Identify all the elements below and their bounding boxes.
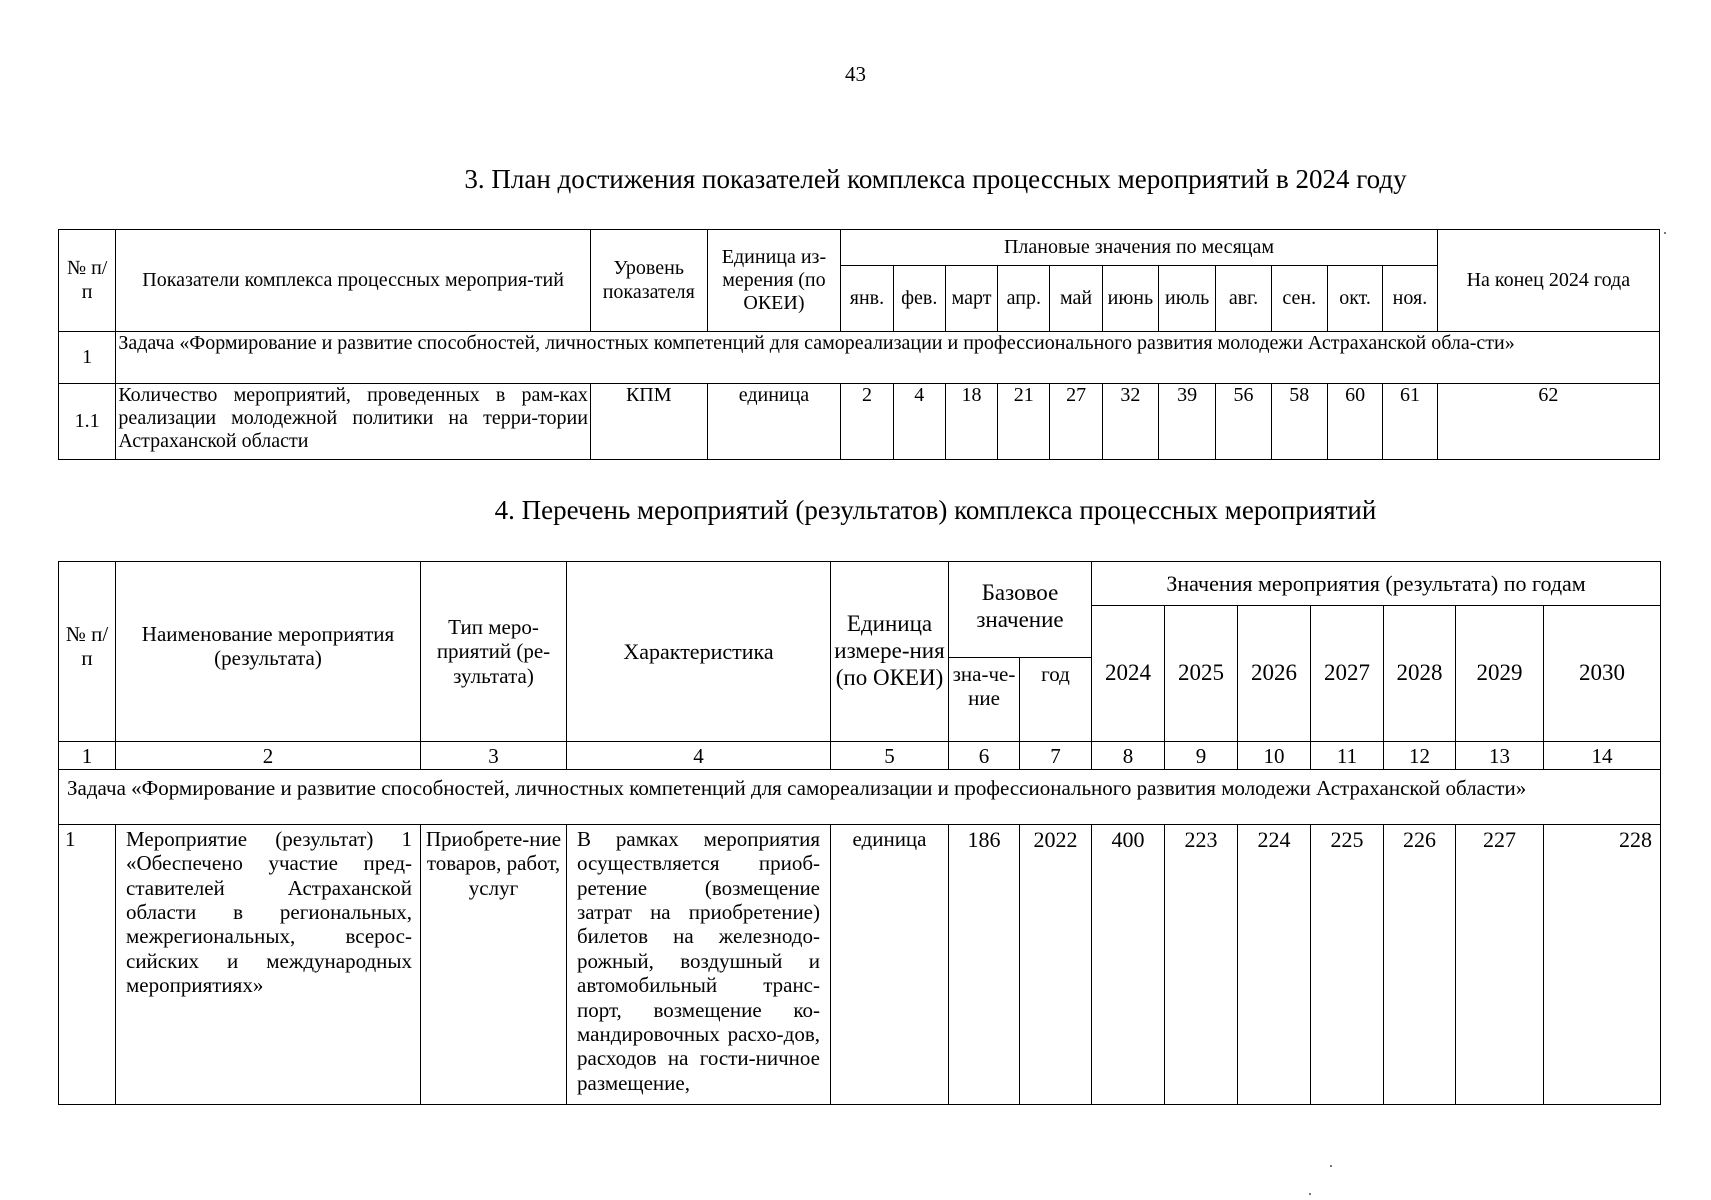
row-month-value: 4 bbox=[893, 384, 945, 460]
header-num: № п/п bbox=[59, 230, 116, 332]
row-month-value: 2 bbox=[841, 384, 893, 460]
section3-title: 3. План достижения показателей комплекса процессных мероприятий в 2024 году bbox=[464, 164, 1407, 194]
column-number: 1 bbox=[59, 742, 116, 770]
header-year: 2028 bbox=[1384, 606, 1456, 742]
task-num: 1 bbox=[59, 332, 116, 384]
section4-title: 4. Перечень мероприятий (результатов) комплекса процессных мероприятий bbox=[494, 495, 1377, 525]
header-base-value: зна-че-ние bbox=[949, 658, 1020, 742]
row-month-value: 58 bbox=[1271, 384, 1327, 460]
header-unit: Единица из-мерения (по ОКЕИ) bbox=[707, 230, 841, 332]
row-year-value: 225 bbox=[1311, 825, 1384, 1105]
header-month: июнь bbox=[1102, 266, 1158, 332]
column-number: 3 bbox=[421, 742, 567, 770]
column-number: 11 bbox=[1311, 742, 1384, 770]
scan-speck bbox=[1309, 1193, 1311, 1195]
header-year: 2024 bbox=[1092, 606, 1165, 742]
row-month-value: 32 bbox=[1102, 384, 1158, 460]
column-number: 4 bbox=[567, 742, 831, 770]
header-month: ноя. bbox=[1383, 266, 1437, 332]
row-base-year: 2022 bbox=[1020, 825, 1092, 1105]
header-name: Наименование мероприятия (результата) bbox=[116, 562, 421, 742]
task-text: Задача «Формирование и развитие способностей, личностных компетенций для самореализации и профессионального развития молодежи Астраханской обла-сти» bbox=[116, 332, 1660, 384]
header-month: янв. bbox=[841, 266, 893, 332]
row-year-value: 226 bbox=[1384, 825, 1456, 1105]
header-values-by-year: Значения мероприятия (результата) по годам bbox=[1092, 562, 1661, 606]
row-year-value: 224 bbox=[1238, 825, 1311, 1105]
row-year-value: 223 bbox=[1165, 825, 1238, 1105]
row-indicator-name: Количество мероприятий, проведенных в рам-ках реализации молодежной политики на терри-тории Астраханской области bbox=[116, 384, 591, 460]
row-unit: единица bbox=[831, 825, 949, 1105]
scan-speck bbox=[1664, 232, 1666, 234]
header-month: сен. bbox=[1271, 266, 1327, 332]
header-month: май bbox=[1050, 266, 1102, 332]
header-year: 2025 bbox=[1165, 606, 1238, 742]
header-type: Тип меро-приятий (ре-зультата) bbox=[421, 562, 567, 742]
column-number: 6 bbox=[949, 742, 1020, 770]
row-year-value: 400 bbox=[1092, 825, 1165, 1105]
task-text: Задача «Формирование и развитие способностей, личностных компетенций для самореализации и профессионального развития молодежи Астраханской области» bbox=[59, 770, 1661, 825]
header-month: март bbox=[945, 266, 997, 332]
row-year-value: 227 bbox=[1456, 825, 1544, 1105]
column-number: 2 bbox=[116, 742, 421, 770]
column-number: 8 bbox=[1092, 742, 1165, 770]
column-number: 14 bbox=[1544, 742, 1661, 770]
indicator-plan-table bbox=[58, 229, 1660, 460]
header-unit: Единица измере-ния (по ОКЕИ) bbox=[831, 562, 949, 742]
row-num: 1.1 bbox=[59, 384, 116, 460]
row-year-end-value: 62 bbox=[1437, 384, 1659, 460]
row-month-value: 18 bbox=[945, 384, 997, 460]
header-year: 2027 bbox=[1311, 606, 1384, 742]
column-number: 12 bbox=[1384, 742, 1456, 770]
row-num: 1 bbox=[59, 825, 116, 1105]
column-number: 10 bbox=[1238, 742, 1311, 770]
row-month-value: 61 bbox=[1383, 384, 1437, 460]
column-number: 9 bbox=[1165, 742, 1238, 770]
header-month: фев. bbox=[893, 266, 945, 332]
row-characteristic: В рамках мероприятия осуществляется приоб-ретение (возмещение затрат на приобретение) билетов на железнодо-рожный, воздушный и автомобильный транс-порт, возмещение ко-мандировочных расхо-дов, расходов на гости-ничное размещение, bbox=[567, 825, 831, 1105]
header-year-end: На конец 2024 года bbox=[1437, 230, 1659, 332]
header-month: авг. bbox=[1216, 266, 1271, 332]
scan-speck bbox=[1330, 1165, 1332, 1167]
row-month-value: 27 bbox=[1050, 384, 1102, 460]
row-base-value: 186 bbox=[949, 825, 1020, 1105]
row-level: КПМ bbox=[590, 384, 707, 460]
row-month-value: 21 bbox=[998, 384, 1050, 460]
header-num: № п/п bbox=[59, 562, 116, 742]
row-month-value: 39 bbox=[1159, 384, 1216, 460]
header-month: июль bbox=[1159, 266, 1216, 332]
header-year: 2026 bbox=[1238, 606, 1311, 742]
row-event-name: Мероприятие (результат) 1 «Обеспечено участие пред-ставителей Астраханской области в региональных, межрегиональных, всерос-сийских и международных мероприятиях» bbox=[116, 825, 421, 1105]
header-characteristic: Характеристика bbox=[567, 562, 831, 742]
column-number: 5 bbox=[831, 742, 949, 770]
header-month: окт. bbox=[1327, 266, 1382, 332]
row-month-value: 56 bbox=[1216, 384, 1271, 460]
header-year: 2029 bbox=[1456, 606, 1544, 742]
events-table bbox=[58, 561, 1661, 1105]
header-level: Уровень показателя bbox=[590, 230, 707, 332]
page-number: 43 bbox=[845, 62, 866, 86]
row-year-value: 228 bbox=[1544, 825, 1661, 1105]
column-number: 13 bbox=[1456, 742, 1544, 770]
header-planned-by-month: Плановые значения по месяцам bbox=[841, 230, 1437, 266]
header-month: апр. bbox=[998, 266, 1050, 332]
header-year: 2030 bbox=[1544, 606, 1661, 742]
column-number: 7 bbox=[1020, 742, 1092, 770]
row-unit: единица bbox=[707, 384, 841, 460]
row-month-value: 60 bbox=[1327, 384, 1382, 460]
header-base: Базовое значение bbox=[949, 562, 1092, 658]
header-base-year: год bbox=[1020, 658, 1092, 742]
header-indicator: Показатели комплекса процессных мероприя-тий bbox=[116, 230, 591, 332]
row-type: Приобрете-ние товаров, работ, услуг bbox=[421, 825, 567, 1105]
